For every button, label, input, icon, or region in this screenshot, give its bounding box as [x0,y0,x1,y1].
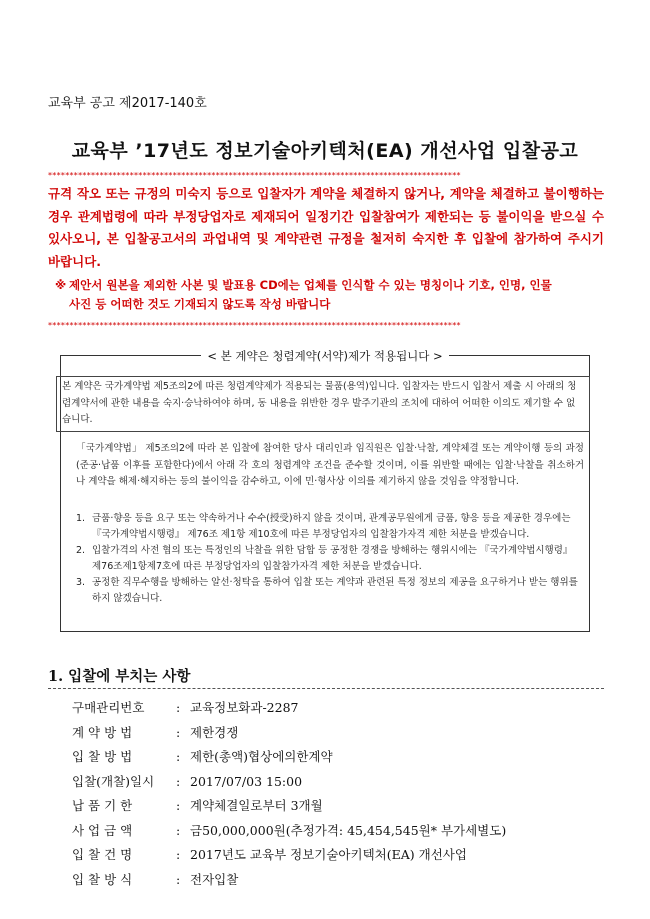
star-divider-top: ************************************************************************************************ [48,171,461,180]
bid-info-row [72,868,506,893]
pledge-title-wrap [61,348,589,364]
row-label: 입찰(개찰)일시 [72,773,155,789]
pledge-item-text: 공정한 직무수행을 방해하는 알선·청탁을 통하여 입찰 또는 계약과 관련된 특정 정보의 제공을 요구하거나 받는 행위를 하지 않겠습니다. [92,577,578,604]
row-value: 2017년도 교육부 정보기술아키텍처(EA) 개선사업 [190,847,467,862]
row-value: 전자입찰 [190,871,239,887]
pledge-item-num: 2. [76,545,86,556]
row-value: 제한경쟁 [190,724,239,740]
row-label: 입 찰 방 법 [72,749,133,764]
bid-info-row [72,696,506,721]
row-label: 입 찰 건 명 [72,847,133,862]
row-label: 납 품 기 한 [72,798,133,813]
note-line-1: 제안서 원본을 제외한 사본 및 발표용 CD에는 업체를 인식할 수 있는 명칭이나 기호, 인명, 인물 [69,278,552,292]
bid-info-row [72,794,506,819]
row-value: 금50,000,000원(추정가격: 45,454,545원* 부가세별도) [190,822,507,838]
note-line-2: 사진 등 어떠한 것도 기재되지 않도록 작성 바랍니다 [69,297,331,311]
pledge-title: < 본 계약은 청렴계약(서약)제가 적용됩니다 > [201,349,448,363]
pledge-item-num: 1. [76,513,86,524]
row-separator: : [176,822,181,838]
row-separator: : [176,749,181,764]
warning-note [55,276,605,314]
row-separator: : [176,724,181,740]
warning-text: 규격 작오 또는 규정의 미숙지 등으로 입찰자가 계약을 체결하지 않거나, 계약을 체결하고 불이행하는 경우 관계법령에 따라 부정당업자로 제재되어 일정기간 입찰참여가 제한되는 등 불이익을 받으실 수 있사오니, 본 입찰공고서의 과업내역 및 계약관련 규정을 철저히 숙지한 후 입찰에 참가하여 주시기 바랍니다. [48,186,604,269]
notice-number: 교육부 공고 제2017-140호 [48,96,207,111]
note-mark: ※ [55,278,67,292]
pledge-item-num: 3. [76,577,86,588]
row-label: 계 약 방 법 [72,724,133,740]
row-value: 제한(총액)협상에의한계약 [190,749,333,764]
bid-info-list [72,696,506,892]
pledge-intro: 본 계약은 국가계약법 제5조의2에 따른 청렴계약제가 적용되는 물품(용역)입니다. 입찰자는 반드시 입찰서 제출 시 아래의 청렴계약서에 관한 내용을 숙지·승낙하여야 하며, 동 내용을 위반한 경우 발주기관의 조치에 대하여 어떠한 이의도 제기할 수 없습니다. [56,376,590,432]
row-separator: : [176,871,181,887]
bid-info-row [72,721,506,746]
pledge-item [76,511,584,543]
row-separator: : [176,798,181,813]
row-label: 입 찰 방 식 [72,871,133,887]
row-label: 사 업 금 액 [72,822,133,838]
section-title: 1. 입찰에 부치는 사항 [48,668,191,685]
pledge-items [76,511,584,607]
bid-info-row [72,843,506,868]
pledge-item [76,575,584,607]
bid-info-row [72,770,506,795]
row-separator: : [176,773,181,789]
page-title: 교육부 ’17년도 정보기술아키텍처(EA) 개선사업 입찰공고 [71,140,579,162]
pledge-item-text: 금품·향응 등을 요구 또는 약속하거나 수수(授受)하지 않을 것이며, 관계공무원에게 금품, 향응 등을 제공한 경우에는 『국가계약법시행령』 제76조 제1항 제10호에 따른 부정당업자의 입찰참가자격 제한 처분을 받겠습니다. [92,513,571,540]
row-value: 2017/07/03 15:00 [190,773,303,789]
bid-info-row [72,819,506,844]
section-divider [48,688,604,689]
star-divider-bottom: ************************************************************************************************ [48,321,461,330]
row-label: 구매관리번호 [72,700,145,715]
pledge-item [76,543,584,575]
pledge-body: 「국가계약법」 제5조의2에 따라 본 입찰에 참여한 당사 대리인과 임직원은 입찰·낙찰, 계약체결 또는 계약이행 등의 과정(준공·납품 이후를 포함한다)에서 아래 각 호의 청렴계약 조건을 준수할 것이며, 이를 위반할 때에는 입찰·낙찰을 취소하거나 계약을 해제·해지하는 등의 불이익을 감수하고, 이에 민·형사상 이의를 제기하지 않을 것임을 약정합니다. [76,443,584,487]
row-value: 교육정보화과-2287 [190,700,299,715]
row-separator: : [176,700,181,715]
pledge-item-text: 입찰가격의 사전 협의 또는 특정인의 낙찰을 위한 담합 등 공정한 경쟁을 방해하는 행위시에는 『국가계약법시행령』 제76조제1항제7호에 따른 부정당업자의 입찰참가자격 제한 처분을 받겠습니다. [92,545,573,572]
row-separator: : [176,847,181,862]
row-value: 계약체결일로부터 3개월 [190,798,323,813]
bid-info-row [72,745,506,770]
